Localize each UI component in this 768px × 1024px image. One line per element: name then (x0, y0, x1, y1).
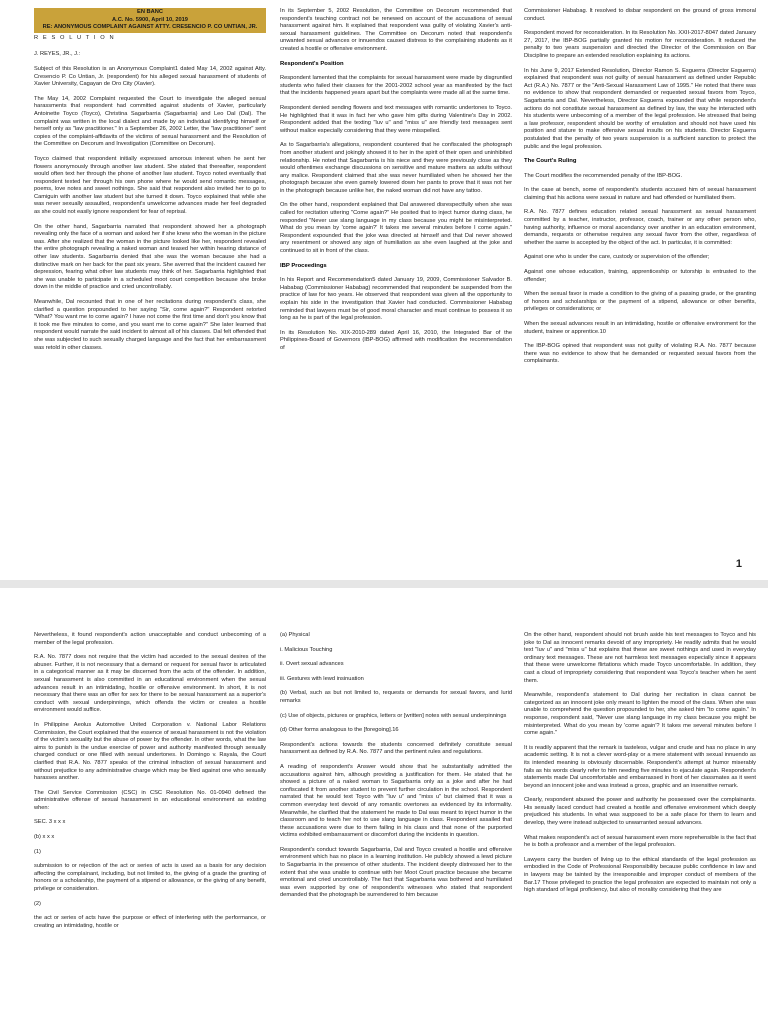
section-heading: The Court's Ruling (524, 158, 577, 165)
page2-column-right (524, 632, 756, 902)
banner-case-title: RE: ANONYMOUS COMPLAINT AGAINST ATTY. CRESENCIO P. CO UNTIAN, JR. (42, 24, 258, 31)
paragraph: Commissioner Hababag. It resolved to disbar respondent on the ground of gross immoral conduct. (524, 8, 756, 22)
paragraph: It is readily apparent that the remark is tasteless, vulgar and crude and has no place in any academic setting. It is not a clever word-play or a mere statement with sexual innuendo as its intended meaning is obviously discernable. Respondent's attempt at humor miserably fails as his words clearly refer to him needing five minutes to ejaculate again. Respondent's statements made Dal uncomfortable and embarrassed in front of her classmates as it went beyond an innocent joke and was instead a gross, graphic and an insensitive remark. (524, 744, 756, 789)
paragraph: In its Resolution No. XIX-2010-289 dated April 16, 2010, the Integrated Bar of the Philippines-Board of Governors (IBP-BOG) affirmed with modification the recommendation of (280, 329, 512, 351)
page1-col2-body (280, 8, 512, 353)
paragraph: R.A. No. 7877 defines education related sexual harassment as sexual harassment committed by a teacher, instructor, professor, coach, trainer or any other person who, having authority, influence or moral ascendancy over another in an education environment, demands, requests or otherwise requires any sexual favor from the other, regardless of whether the same is accepted by the object of the act. In particular, it is committed: (524, 209, 756, 246)
section-heading: IBP Proceedings (280, 262, 327, 269)
page1-column-right (524, 8, 756, 373)
paragraph: A reading of respondent's Answer would show that he substantially admitted the accusations against him, although providing a justification for them. He stated that he showed a picture of a naked woman to Sagarbarria only as a joke and after he had confiscated it from another student to prevent further circulation in the school. Respondent narrated that he would text Toyco with "luv u" and "miss u" but claimed that it was a common everyday text devoid of any romantic overtones as evidenced by its informality. Meanwhile, he clarified that the statement he made to Dal was meant to inject humor in the classroom and to teach her not to use slang language in class. Respondent assailed that these accusations were due to them failing in his class and that none of the purported victims exhibited embarrassment or discomfort during the incidents in question. (280, 763, 512, 839)
paragraph: Respondent lamented that the complaints for sexual harassment were made by disgruntled students who failed their classes for the 2001-2002 school year as manifested by the fact that the incidents happened years apart but the complaints were made all at the same time. (280, 75, 512, 97)
paragraph: ii. Overt sexual advances (280, 661, 344, 668)
paragraph: When the sexual favor is made a condition to the giving of a passing grade, or the granting of honors and scholarships or the payment of a stipend, allowance or other benefits, privileges or considerations; or (524, 291, 756, 313)
paragraph: The Civil Service Commission (CSC) in CSC Resolution No. 01-0940 defined the administrative offense of sexual harassment in an educational environment as existing when: (34, 789, 266, 811)
paragraph: Toyco claimed that respondent initially expressed amorous interest when he sent her flowers anonymously through another law student. She stated that thereafter, respondent would often text her through the phone of another law student. Toyco noted eventually that respondent texted her through his own phone where he would send romantic messages, poems, love notes and sweet nothings. She said that respondent also invited her to go to Camiguin with another law student but she turned it down. Toyco explained that while she was never sexually assaulted, respondent's unwelcome advances made her feel degraded as she could not easily ignore respondent for fear of reprisal. (34, 155, 266, 216)
paragraph: The Court modifies the recommended penalty of the IBP-BOG. (524, 172, 683, 179)
paragraph: Against one who is under the care, custody or supervision of the offender; (524, 254, 710, 261)
paragraph: As to Sagarbarria's allegations, respondent countered that he confiscated the photograph from another student and jokingly showed it to her in the spirit of their open and uninhibited relationship. He noted that Sagarbarria is his niece and they were previously close as they would oftentimes exchange discussions on sensitive and mature matters as adults without any malice. Respondent claimed that she was never humiliated when he showed her the photograph because she even gamely lowered down her pants to prove that it was not her in the photograph because unlike her, the naked woman did not have any tattoo. (280, 142, 512, 194)
paragraph: Against one whose education, training, apprenticeship or tutorship is entrusted to the offender; (524, 269, 756, 283)
paragraph: iii. Gestures with lewd insinuation (280, 675, 364, 682)
page-number: 1 (735, 558, 742, 570)
paragraph: In its September 5, 2002 Resolution, the Committee on Decorum recommended that respondent's teaching contract not be renewed on account of the accusations of sexual harassment against him. It explained that respondent was guilty of violating Xavier's anti-sexual harassment guidelines. The Committee on Decorum noted that respondent's unwanted sexual advances or innuendos caused distress to the complaining students as it created a hostile or offensive environment. (280, 8, 512, 52)
paragraph: submission to or rejection of the act or series of acts is used as a basis for any decision affecting the complainant, including, but not limited to, the giving of a grade the granting of honors or a scholarship, the payment of a stipend or allowance, or the giving of any benefit, privilege or consideration. (34, 863, 266, 893)
paragraph: R.A. No. 7877 does not require that the victim had acceded to the sexual desires of the abuser. Further, it is not necessary that a demand or request for sexual favor is articulated in a categorical manner as it may be discerned from the acts of the offender. In addition, sexual harassment is also committed in an educational environment when the sexual advances result in an intimidating, hostile or offensive environment. In short, it is not necessary that there was an offer for sex for there to be sexual harassment as a superior's conduct with sexual underpinnings, which offends the victim or creates a hostile environment would suffice. (34, 654, 266, 714)
page2-col3-body (524, 632, 756, 895)
page1-col3-body (524, 8, 756, 366)
paragraph: SEC. 3 x x x (34, 819, 66, 826)
paragraph: Meanwhile, Dal recounted that in one of her recitations during respondent's class, she clarified a question propounded to her saying "Sir, come again?" Respondent retorted "What? You want me to come again? I have not come the first time and don't you know that it took me five minutes to come, and you want me to come again?" She later learned that respondent would narrate the said incident to almost all of his classes. Dal felt offended that she was subjected to such sexually charged language and the fact that her embarrassment was retold in other classes. (34, 299, 266, 351)
paragraph: (b) x x x (34, 834, 55, 841)
paragraph: i. Malicious Touching (280, 646, 333, 653)
paragraph: In Philippine Aeolus Automotive United Corporation v. National Labor Relations Commission, the Court explained that the essence of sexual harassment is not the violation of the victim's sexuality but the abuse of power by the offender. In other words, what the law aims to punish is the undue exercise of power and authority manifested through sexually charged conduct or one filled with sexual undertones. In Domingo v. Rayala, the Court clarified that R.A. No. 7877 speaks of the criminal infraction of sexual harassment and without prejudice to any administrative charge which may be filed against one who sexually harasses another. (34, 721, 266, 782)
page1-col1-body (34, 51, 266, 352)
page1-column-middle (280, 8, 512, 360)
paragraph: When the sexual advances result in an intimidating, hostile or offensive environment for the student, trainee or apprentice.10 (524, 321, 756, 335)
paragraph: Respondent's conduct towards Sagarbarria, Dal and Toyco created a hostile and offensive environment which has no place in a learning institution. He publicly showed a lewd picture to Sagarbarria in the presence of other students. The incident deeply distressed her to the extent that she was unable to continue with her Moot Court practice because she became emotional and cried uncontrollably. The fact that Sagarbarria was bothered and humiliated was even supported by one of respondent's witnesses who stated that respondent demanded that the photograph be surrendered to him because (280, 846, 512, 899)
paragraph: In the case at bench, some of respondent's students accused him of sexual harassment claiming that his actions were sexual in nature and had offended or humiliated them. (524, 187, 756, 201)
paragraph: (b) Verbal, such as but not limited to, requests or demands for sexual favors, and lurid remarks (280, 690, 512, 704)
page2-col2-body (280, 632, 512, 900)
paragraph: the act or series of acts have the purpose or effect of interfering with the performance, or creating an intimidating, hostile or (34, 915, 266, 929)
resolution-heading: R E S O L U T I O N (34, 34, 116, 41)
case-header-banner (34, 8, 266, 33)
paragraph: What makes respondent's act of sexual harassment even more reprehensible is the fact that he is both a professor and a member of the legal profession. (524, 834, 756, 849)
paragraph: In his June 9, 2017 Extended Resolution, Director Ramon S. Esguerra (Director Esguerra) explained that respondent was not guilty of sexual harassment as defined under Republic Act (R.A.) No. 7877 or the "Anti-Sexual Harassment Law of 1995." He noted that there was no evidence to show that respondent demanded or requested sexual favors from Toyco, Sagarbarria and Dal. Nevertheless, Director Esguerra expounded that while respondent's actions do not constitute sexual harassment as defined by law, the way he interacted with his students were unbecoming of a member of the legal profession. He stressed that being a law professor, respondent should be worthy of emulation and should not have used his position and stature to make offensive sexual insults on his students. Director Esguerra postulated that the penalty of two years suspension is a sufficient sanction to protect the public and the legal profession. (524, 67, 756, 150)
page2-column-left (34, 632, 266, 937)
paragraph: Respondent's actions towards the students concerned definitely constitute sexual harassment as defined by R.A. No. 7877 and the pertinent rules and regulations. (280, 741, 512, 756)
paragraph: (2) (34, 900, 41, 907)
paragraph: The IBP-BOG opined that respondent was not guilty of violating R.A. No. 7877 because there was no evidence to show that he demanded or requested sexual favors from the complainants. (524, 343, 756, 365)
paragraph: (c) Use of objects, pictures or graphics, letters or [written] notes with sexual underpinnings (280, 712, 507, 719)
paragraph: Subject of this Resolution is an Anonymous Complaint1 dated May 14, 2002 against Atty. Cresencio P. Co Untian, Jr. (respondent) for his alleged sexual harassment of students of Xavier University, Cagayan de Oro City (Xavier). (34, 65, 266, 88)
paragraph: J. REYES, JR., J.: (34, 51, 81, 58)
paragraph: The May 14, 2002 Complaint requested the Court to investigate the alleged sexual harassments that respondent had committed against students of Xavier, particularly Antoinette Toyco (Toyco), Christina Sagarbarria (Sagarbarria) and Leo Dal (Dal). The complaint was written in the local dialect and made by an individual identifying himself or herself only as "law practitioner." In a September 26, 2002 Letter, the "law practitioner" sent copies of the complaint-affidavits of the victims of sexual harassment and the Resolution of the Committee on Decorum and Investigation (Committee on Decorum). (34, 95, 266, 148)
paragraph: Meanwhile, respondent's statement to Dal during her recitation in class cannot be categorized as an innocent joke only meant to lighten the mood of the class. When she was unable to comprehend the question propounded to her, she asked him "to come again." In response, respondent said, "Never use slang language in my class because you might be misinterpreted. What do you mean by 'come again'? It takes me several minutes before I come again." (524, 692, 756, 737)
banner-case-number: A.C. No. 5900, April 10, 2019 (112, 16, 188, 23)
paragraph: Clearly, respondent abused the power and authority he possessed over the complainants. His sexually laced conduct had created a hostile and offensive environment which deeply prejudiced his students. In what was supposed to be a safe place for them to learn and develop, they were instead subjected to unwarranted sexual advances. (524, 797, 756, 827)
paragraph: In his Report and Recommendation5 dated January 19, 2009, Commissioner Salvador B. Hababag (Commissioner Hababag) recommended that respondent be suspended from the practice of law for two years. He observed that respondent was given all the opportunity to explain his side in the investigation that Xavier had conducted. Commissioner Hababag reminded that lawyers must be of good moral character and must continue to possess it so long as he is part of the legal profession. (280, 277, 512, 322)
paragraph: Respondent moved for reconsideration. In its Resolution No. XXII-2017-8047 dated January 27, 2017, the IBP-BOG partially granted his motion for reconsideration. It reduced the penalty to two years suspension and directed the Director of the Commission on Bar Discipline to prepare an extended resolution explaining its actions. (524, 30, 756, 59)
section-heading: Respondent's Position (280, 60, 344, 67)
paragraph: (a) Physical (280, 632, 310, 638)
paragraph: Nevertheless, it found respondent's action unacceptable and conduct unbecoming of a member of the legal profession. (34, 632, 266, 646)
page1-column-left (34, 8, 266, 359)
paragraph: On the other hand, Sagarbarria narrated that respondent showed her a photograph revealing only the face of a woman and asked her if she knew who the woman in the picture was. After she realized that the woman in the picture looked like her, respondent revealed the entire photograph revealing a naked woman and teased her within hearing distance of other law students. Sagarbarria denied that she was the woman because she had a distinctive mark on her back for the past six years. She averred that the incident caused her depression, fearing what other law students may think of her. Sagarbarria highlighted that she was unable to participate in a scheduled moot court competition because she broke down in the middle of practice and cried uncontrollably. (34, 223, 266, 291)
paragraph: Respondent denied sending flowers and text messages with romantic undertones to Toyco. He highlighted that it was in fact her who gave him gifts during Valentine's Day in 2002. Respondent added that the texting "luv u" and "miss u" are friendly text messages sent without malice especially considering that they were misspelled. (280, 104, 512, 134)
paragraph: On the other hand, respondent explained that Dal answered disrespectfully when she was called for recitation uttering "Come again?" He posited that to inject humor during class, he responded "Never use slang language in my class because you might be misinterpreted. What do you mean by 'come again?' It takes me several minutes before I come again." Respondent expounded that the joke was directed at himself and that Dal never showed any resentment or showed any sign of humiliation as she even laughed at the joke and continued to sit in front of the class. (280, 202, 512, 255)
page2-col1-body (34, 632, 266, 930)
paragraph: (d) Other forms analogous to the [foregoing].16 (280, 727, 399, 734)
paragraph: On the other hand, respondent should not brush aside his text messages to Toyco and his joke to Dal as innocent remarks devoid of any impropriety. He readily admits that he would text "luv u" and "miss u" but explains that these are sweet nothings and used in everyday ordinary text messages. These are not harmless text messages especially since it appears that these were unwelcome flirtations which made Toyco uncomfortable. In addition, they cast a cloud of impropriety considering that respondent was Toyco's teacher when he sent them. (524, 632, 756, 684)
page2-column-middle (280, 632, 512, 907)
document-page-2 (0, 588, 768, 1024)
paragraph: Lawyers carry the burden of living up to the ethical standards of the legal profession as embodied in the Code of Professional Responsibility because public confidence in law and in lawyers may be tainted by the irresponsible and improper conduct of members of the Bar.17 Those privileged to practice the legal profession are expected to maintain not only a high standard of legal proficiency, but also of morality considering that they are (524, 856, 756, 894)
banner-court: EN BANC (137, 9, 163, 15)
paragraph: (1) (34, 848, 41, 855)
